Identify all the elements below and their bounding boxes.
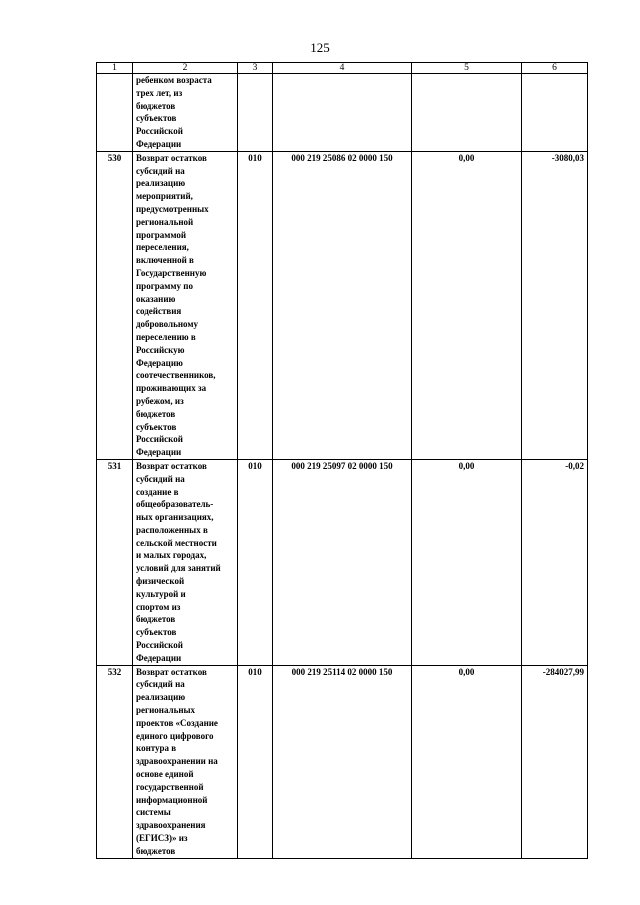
row-col5: 0,00 xyxy=(412,151,522,459)
table-row xyxy=(97,74,588,152)
row-col5: 0,00 xyxy=(412,665,522,858)
table-row xyxy=(97,665,588,858)
header-col-4: 4 xyxy=(273,63,412,74)
row-code: 000 219 25086 02 0000 150 xyxy=(273,151,412,459)
page-number: 125 xyxy=(310,40,330,55)
table-row xyxy=(97,151,588,459)
row-number xyxy=(97,74,133,152)
row-col3: 010 xyxy=(238,151,273,459)
row-code: 000 219 25114 02 0000 150 xyxy=(273,665,412,858)
row-code xyxy=(273,74,412,152)
row-number: 531 xyxy=(97,459,133,665)
header-col-3: 3 xyxy=(238,63,273,74)
row-name: Возврат остатков субсидий на создание в общеобразователь- ных организациях, расположенных в сельской местности и малых городах, условий для занятий физической культурой и спортом из бюджетов субъектов Российской Федерации xyxy=(133,459,238,665)
row-col3 xyxy=(238,74,273,152)
table-row xyxy=(97,459,588,665)
row-name: Возврат остатков субсидий на реализацию региональных проектов «Создание единого цифрового контура в здравоохранении на основе единой государственной информационной системы здравоохранения (ЕГИСЗ)» из бюджетов xyxy=(133,665,238,858)
budget-table xyxy=(96,62,588,859)
table-header-row xyxy=(97,63,588,74)
row-col3: 010 xyxy=(238,459,273,665)
row-col5 xyxy=(412,74,522,152)
row-name: Возврат остатков субсидий на реализацию мероприятий, предусмотренных региональной программой переселения, включенной в Государственную программу по оказанию содействия добровольному переселению в Российскую Федерацию соотечественников, проживающих за рубежом, из бюджетов субъектов Российской Федерации xyxy=(133,151,238,459)
row-col3: 010 xyxy=(238,665,273,858)
row-col6: -3080,03 xyxy=(522,151,588,459)
header-col-2: 2 xyxy=(133,63,238,74)
row-col6: -0,02 xyxy=(522,459,588,665)
row-number: 530 xyxy=(97,151,133,459)
row-col6: -284027,99 xyxy=(522,665,588,858)
row-col6 xyxy=(522,74,588,152)
row-number: 532 xyxy=(97,665,133,858)
header-col-6: 6 xyxy=(522,63,588,74)
row-name: ребенком возраста трех лет, из бюджетов субъектов Российской Федерации xyxy=(133,74,238,152)
header-col-1: 1 xyxy=(97,63,133,74)
row-col5: 0,00 xyxy=(412,459,522,665)
header-col-5: 5 xyxy=(412,63,522,74)
row-code: 000 219 25097 02 0000 150 xyxy=(273,459,412,665)
